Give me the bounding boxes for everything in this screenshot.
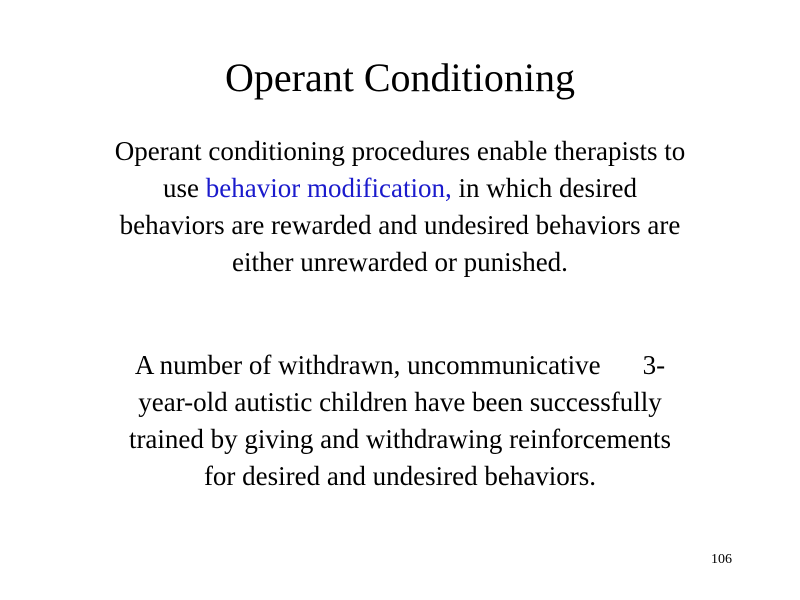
text-segment: 3-	[642, 350, 666, 380]
text-segment: use	[163, 173, 206, 203]
text-segment: in which desired	[451, 173, 637, 203]
paragraph-line	[40, 170, 760, 207]
paragraph-autistic-children	[40, 347, 760, 495]
page-number: 106	[711, 552, 732, 567]
highlighted-term: behavior modification,	[205, 173, 452, 203]
slide-title: Operant Conditioning	[225, 55, 575, 100]
paragraph-line: behaviors are rewarded and undesired behaviors are	[119, 210, 681, 240]
text-segment: A number of withdrawn, uncommunicative	[134, 350, 601, 380]
paragraph-line: trained by giving and withdrawing reinforcements	[128, 424, 672, 454]
paragraph-line: year-old autistic children have been successfully	[138, 387, 662, 417]
paragraph-operant-procedures	[40, 133, 760, 281]
paragraph-line: Operant conditioning procedures enable therapists to	[114, 136, 686, 166]
paragraph-line: for desired and undesired behaviors.	[203, 461, 597, 491]
paragraph-line	[40, 347, 760, 384]
paragraph-line: either unrewarded or punished.	[232, 247, 568, 277]
